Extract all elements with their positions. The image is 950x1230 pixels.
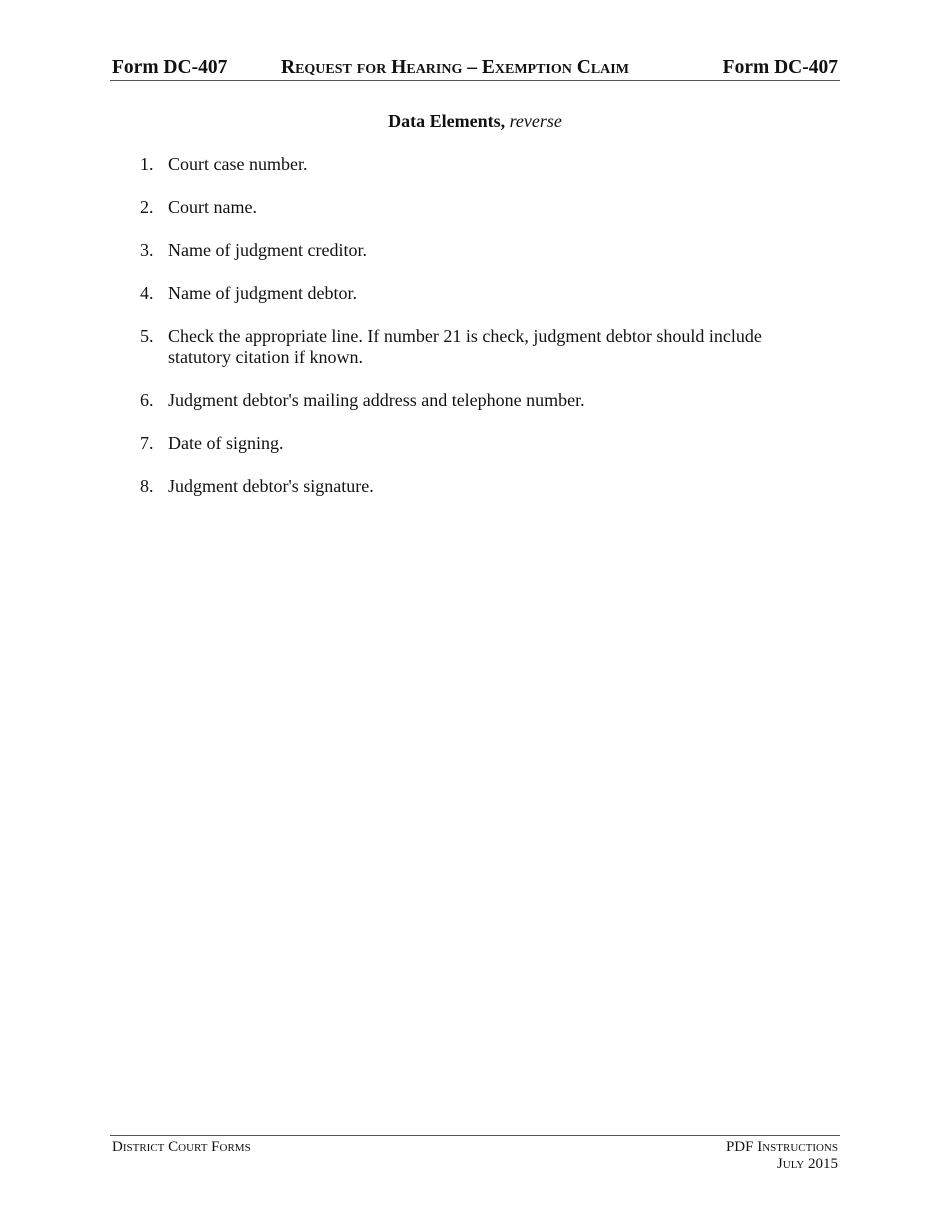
footer-left: District Court Forms — [112, 1139, 251, 1155]
item-number: 1. — [140, 154, 154, 174]
list-item — [140, 476, 820, 497]
list-item — [140, 154, 820, 175]
item-text: Judgment debtor's mailing address and telephone number. — [168, 390, 585, 410]
item-text: Judgment debtor's signature. — [168, 476, 374, 496]
item-text: Court case number. — [168, 154, 308, 174]
item-text: Name of judgment creditor. — [168, 240, 367, 260]
item-number: 8. — [140, 476, 154, 496]
footer-right-line2: July 2015 — [776, 1156, 838, 1172]
list-item — [140, 433, 820, 454]
list-item — [140, 326, 820, 368]
list-item — [140, 197, 820, 218]
form-number-left: Form DC-407 — [112, 57, 228, 78]
item-number: 5. — [140, 326, 154, 346]
item-text: Date of signing. — [168, 433, 284, 453]
page-header — [110, 56, 840, 81]
item-number: 3. — [140, 240, 154, 260]
item-text: Name of judgment debtor. — [168, 283, 357, 303]
form-number-right: Form DC-407 — [722, 57, 838, 78]
footer-right — [726, 1139, 838, 1173]
footer-divider — [110, 1135, 840, 1136]
data-elements-list — [140, 154, 820, 519]
section-title-bold: Data Elements, — [388, 111, 506, 131]
item-number: 2. — [140, 197, 154, 217]
item-number: 4. — [140, 283, 154, 303]
item-number: 6. — [140, 390, 154, 410]
list-item — [140, 240, 820, 261]
item-text: Court name. — [168, 197, 257, 217]
item-text: Check the appropriate line. If number 21 is check, judgment debtor should include statutory citation if known. — [168, 326, 762, 367]
section-title-italic: reverse — [509, 111, 562, 131]
list-item — [140, 390, 820, 411]
list-item — [140, 283, 820, 304]
item-number: 7. — [140, 433, 154, 453]
section-title — [0, 111, 950, 132]
footer-right-line1: PDF Instructions — [725, 1139, 838, 1155]
form-title: Request for Hearing – Exemption Claim — [281, 57, 629, 78]
